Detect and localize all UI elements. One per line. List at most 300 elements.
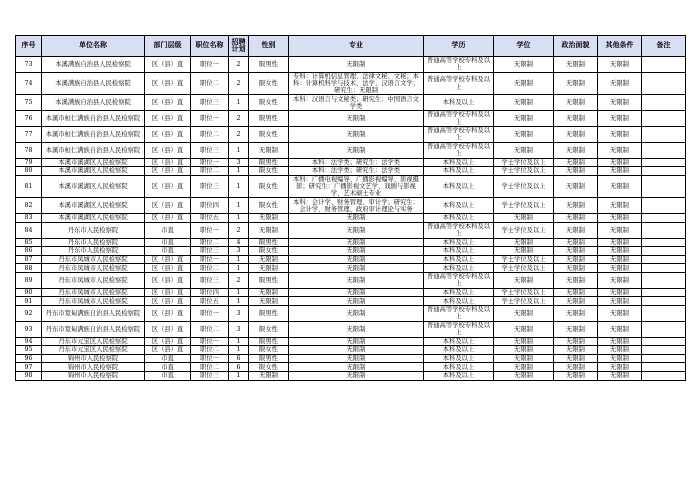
- cell-no: 89: [16, 272, 42, 288]
- cell-no: 79: [16, 158, 42, 167]
- cell-level: 市直: [145, 222, 191, 238]
- cell-unit: 丹东市人民检察院: [42, 247, 145, 256]
- cell-other: 无限制: [598, 238, 642, 247]
- header-unit: 单位名称: [42, 36, 145, 57]
- cell-degree: 无限制: [494, 247, 554, 256]
- cell-level: 市直: [145, 247, 191, 256]
- cell-level: 区（县）直: [145, 272, 191, 288]
- cell-politics: 无限制: [554, 57, 598, 73]
- cell-note: [642, 297, 686, 306]
- cell-position: 职位二: [191, 167, 229, 176]
- cell-major: 无限制: [289, 238, 424, 247]
- cell-position: 职位三: [191, 247, 229, 256]
- cell-note: [642, 337, 686, 346]
- cell-major: 专科：计算机信息管理、法律文秘、文秘；本科：计算机科学与技术、法学、汉语言文学；研究生：无限制: [289, 72, 424, 95]
- cell-major: 无限制: [289, 264, 424, 273]
- cell-gender: 无限制: [249, 214, 289, 223]
- cell-level: 区（县）直: [145, 142, 191, 158]
- cell-gender: 无限制: [249, 142, 289, 158]
- table-row: [16, 297, 686, 306]
- cell-education: 普通高等学校专科及以上: [424, 57, 494, 73]
- table-row: [16, 255, 686, 264]
- cell-politics: 无限制: [554, 321, 598, 337]
- cell-no: 95: [16, 346, 42, 355]
- table-row: [16, 337, 686, 346]
- cell-gender: 无限制: [249, 222, 289, 238]
- cell-level: 区（县）直: [145, 111, 191, 127]
- table-row: [16, 198, 686, 214]
- cell-gender: 限男性: [249, 305, 289, 321]
- cell-education: 普通高等学校专科及以上: [424, 127, 494, 143]
- cell-major: 无限制: [289, 354, 424, 363]
- cell-degree: 学士学位及以上: [494, 167, 554, 176]
- cell-education: 普通高等学校专科及以上: [424, 111, 494, 127]
- cell-politics: 无限制: [554, 288, 598, 297]
- cell-no: 73: [16, 57, 42, 73]
- cell-politics: 无限制: [554, 346, 598, 355]
- cell-degree: 学士学位及以上: [494, 158, 554, 167]
- cell-education: 本科及以上: [424, 297, 494, 306]
- cell-level: 区（县）直: [145, 346, 191, 355]
- header-education: 学历: [424, 36, 494, 57]
- cell-education: 本科及以上: [424, 198, 494, 214]
- cell-politics: 无限制: [554, 255, 598, 264]
- cell-major: 无限制: [289, 214, 424, 223]
- cell-plan: 1: [229, 95, 249, 111]
- cell-level: 区（县）直: [145, 305, 191, 321]
- cell-no: 94: [16, 337, 42, 346]
- cell-no: 80: [16, 167, 42, 176]
- cell-position: 职位一: [191, 57, 229, 73]
- cell-degree: 无限制: [494, 346, 554, 355]
- cell-level: 市直: [145, 354, 191, 363]
- cell-plan: 1: [229, 214, 249, 223]
- cell-position: 职位一: [191, 305, 229, 321]
- cell-plan: 1: [229, 167, 249, 176]
- cell-level: 区（县）直: [145, 214, 191, 223]
- cell-unit: 锦州市人民检察院: [42, 354, 145, 363]
- cell-major: 无限制: [289, 321, 424, 337]
- cell-other: 无限制: [598, 363, 642, 372]
- cell-degree: 无限制: [494, 214, 554, 223]
- cell-education: 本科及以上: [424, 288, 494, 297]
- cell-gender: 限男性: [249, 354, 289, 363]
- cell-level: 区（县）直: [145, 198, 191, 214]
- cell-gender: 限男性: [249, 238, 289, 247]
- cell-other: 无限制: [598, 305, 642, 321]
- cell-plan: 1: [229, 297, 249, 306]
- table-row: [16, 111, 686, 127]
- cell-level: 区（县）直: [145, 72, 191, 95]
- table-row: [16, 272, 686, 288]
- cell-unit: 本溪满族自治县人民检察院: [42, 57, 145, 73]
- cell-other: 无限制: [598, 272, 642, 288]
- cell-major: 本科：会计学、财务管理、审计学；研究生：会计学、财务管理、政府审计理论与实务: [289, 198, 424, 214]
- cell-plan: 1: [229, 288, 249, 297]
- cell-degree: 学士学位及以上: [494, 175, 554, 198]
- cell-position: 职位一: [191, 222, 229, 238]
- cell-level: 市直: [145, 238, 191, 247]
- cell-unit: 丹东市元宝区人民检察院: [42, 337, 145, 346]
- header-degree: 学位: [494, 36, 554, 57]
- cell-degree: 无限制: [494, 272, 554, 288]
- table-row: [16, 363, 686, 372]
- cell-position: 职位三: [191, 95, 229, 111]
- cell-unit: 丹东市宽甸满族自治县人民检察院: [42, 305, 145, 321]
- cell-major: 本科：法学类；研究生：法学类: [289, 158, 424, 167]
- table-row: [16, 127, 686, 143]
- table-row: [16, 288, 686, 297]
- cell-major: 无限制: [289, 127, 424, 143]
- cell-major: 无限制: [289, 111, 424, 127]
- cell-note: [642, 371, 686, 380]
- cell-education: 本科及以上: [424, 264, 494, 273]
- cell-education: 普通高等学校本科及以上: [424, 222, 494, 238]
- cell-level: 区（县）直: [145, 337, 191, 346]
- cell-note: [642, 142, 686, 158]
- cell-unit: 本溪市溪湖区人民检察院: [42, 158, 145, 167]
- cell-gender: 限男性: [249, 158, 289, 167]
- cell-other: 无限制: [598, 198, 642, 214]
- cell-politics: 无限制: [554, 72, 598, 95]
- cell-major: 无限制: [289, 297, 424, 306]
- cell-unit: 丹东市宽甸满族自治县人民检察院: [42, 321, 145, 337]
- cell-gender: 无限制: [249, 297, 289, 306]
- header-other: 其他条件: [598, 36, 642, 57]
- header-no: 序号: [16, 36, 42, 57]
- cell-politics: 无限制: [554, 371, 598, 380]
- table-row: [16, 214, 686, 223]
- cell-position: 职位二: [191, 238, 229, 247]
- cell-plan: 3: [229, 321, 249, 337]
- cell-level: 区（县）直: [145, 95, 191, 111]
- cell-note: [642, 346, 686, 355]
- table-row: [16, 264, 686, 273]
- table-row: [16, 72, 686, 95]
- cell-gender: 无限制: [249, 255, 289, 264]
- cell-other: 无限制: [598, 371, 642, 380]
- cell-major: 无限制: [289, 337, 424, 346]
- cell-gender: 无限制: [249, 371, 289, 380]
- cell-politics: 无限制: [554, 127, 598, 143]
- cell-note: [642, 264, 686, 273]
- cell-position: 职位一: [191, 337, 229, 346]
- cell-gender: 限男性: [249, 111, 289, 127]
- cell-note: [642, 158, 686, 167]
- cell-gender: 限女性: [249, 127, 289, 143]
- cell-major: 本科：法学类；研究生：法学类: [289, 167, 424, 176]
- cell-major: 无限制: [289, 371, 424, 380]
- cell-politics: 无限制: [554, 198, 598, 214]
- cell-position: 职位二: [191, 321, 229, 337]
- cell-unit: 锦州市人民检察院: [42, 371, 145, 380]
- cell-other: 无限制: [598, 167, 642, 176]
- cell-education: 本科及以上: [424, 95, 494, 111]
- cell-gender: 限女性: [249, 72, 289, 95]
- cell-plan: 2: [229, 272, 249, 288]
- cell-degree: 无限制: [494, 127, 554, 143]
- cell-plan: 6: [229, 363, 249, 372]
- cell-note: [642, 305, 686, 321]
- table-row: [16, 57, 686, 73]
- cell-gender: 限男性: [249, 57, 289, 73]
- cell-level: 区（县）直: [145, 264, 191, 273]
- cell-plan: 3: [229, 158, 249, 167]
- cell-major: 无限制: [289, 222, 424, 238]
- cell-plan: 1: [229, 175, 249, 198]
- cell-plan: 4: [229, 238, 249, 247]
- cell-note: [642, 272, 686, 288]
- cell-politics: 无限制: [554, 272, 598, 288]
- cell-politics: 无限制: [554, 264, 598, 273]
- cell-unit: 丹东市凤城市人民检察院: [42, 264, 145, 273]
- cell-politics: 无限制: [554, 142, 598, 158]
- cell-unit: 锦州市人民检察院: [42, 363, 145, 372]
- cell-note: [642, 214, 686, 223]
- cell-major: 本科：广播电视编导、广播影视编导、影视摄影；研究生：广播影视文艺学、戏剧与影视学、艺术硕士专业: [289, 175, 424, 198]
- cell-gender: 限女性: [249, 247, 289, 256]
- cell-no: 87: [16, 255, 42, 264]
- cell-plan: 2: [229, 72, 249, 95]
- header-position: 职位名称: [191, 36, 229, 57]
- cell-unit: 本溪市溪湖区人民检察院: [42, 214, 145, 223]
- cell-no: 78: [16, 142, 42, 158]
- cell-degree: 无限制: [494, 111, 554, 127]
- header-politics: 政治面貌: [554, 36, 598, 57]
- cell-other: 无限制: [598, 175, 642, 198]
- cell-position: 职位三: [191, 272, 229, 288]
- cell-unit: 本溪市溪湖区人民检察院: [42, 198, 145, 214]
- cell-politics: 无限制: [554, 214, 598, 223]
- cell-note: [642, 363, 686, 372]
- cell-major: 无限制: [289, 57, 424, 73]
- cell-education: 本科及以上: [424, 214, 494, 223]
- table-row: [16, 371, 686, 380]
- cell-level: 区（县）直: [145, 158, 191, 167]
- cell-degree: 学士学位及以上: [494, 198, 554, 214]
- table-row: [16, 175, 686, 198]
- cell-position: 职位一: [191, 158, 229, 167]
- cell-other: 无限制: [598, 222, 642, 238]
- cell-major: 无限制: [289, 272, 424, 288]
- cell-unit: 丹东市人民检察院: [42, 222, 145, 238]
- cell-politics: 无限制: [554, 247, 598, 256]
- cell-gender: 限女性: [249, 167, 289, 176]
- cell-politics: 无限制: [554, 337, 598, 346]
- cell-no: 92: [16, 305, 42, 321]
- cell-degree: 学士学位及以上: [494, 288, 554, 297]
- cell-no: 74: [16, 72, 42, 95]
- header-note: 备注: [642, 36, 686, 57]
- cell-note: [642, 167, 686, 176]
- cell-other: 无限制: [598, 297, 642, 306]
- cell-education: 本科及以上: [424, 238, 494, 247]
- cell-degree: 无限制: [494, 371, 554, 380]
- cell-education: 本科及以上: [424, 247, 494, 256]
- cell-gender: 限女性: [249, 363, 289, 372]
- cell-gender: 限男性: [249, 272, 289, 288]
- cell-gender: 限女性: [249, 175, 289, 198]
- cell-level: 区（县）直: [145, 288, 191, 297]
- cell-gender: 限女性: [249, 321, 289, 337]
- table-row: [16, 247, 686, 256]
- cell-degree: 无限制: [494, 354, 554, 363]
- cell-position: 职位三: [191, 142, 229, 158]
- cell-level: 市直: [145, 371, 191, 380]
- cell-plan: 1: [229, 142, 249, 158]
- cell-no: 93: [16, 321, 42, 337]
- cell-major: 无限制: [289, 142, 424, 158]
- cell-plan: 1: [229, 346, 249, 355]
- cell-degree: 学士学位及以上: [494, 297, 554, 306]
- cell-other: 无限制: [598, 346, 642, 355]
- table-body: [16, 57, 686, 381]
- header-plan: 招聘计划: [229, 36, 249, 57]
- cell-unit: 丹东市凤城市人民检察院: [42, 297, 145, 306]
- cell-plan: 2: [229, 127, 249, 143]
- cell-plan: 1: [229, 337, 249, 346]
- cell-level: 区（县）直: [145, 255, 191, 264]
- cell-plan: 1: [229, 255, 249, 264]
- cell-position: 职位一: [191, 255, 229, 264]
- cell-politics: 无限制: [554, 167, 598, 176]
- cell-other: 无限制: [598, 247, 642, 256]
- cell-degree: 无限制: [494, 57, 554, 73]
- cell-plan: 1: [229, 198, 249, 214]
- recruitment-table: [15, 35, 686, 381]
- cell-education: 本科及以上: [424, 158, 494, 167]
- cell-gender: 限女性: [249, 198, 289, 214]
- cell-unit: 丹东市凤城市人民检察院: [42, 272, 145, 288]
- cell-level: 区（县）直: [145, 167, 191, 176]
- cell-other: 无限制: [598, 72, 642, 95]
- cell-no: 97: [16, 363, 42, 372]
- cell-politics: 无限制: [554, 354, 598, 363]
- cell-plan: 2: [229, 222, 249, 238]
- cell-note: [642, 175, 686, 198]
- cell-no: 76: [16, 111, 42, 127]
- cell-no: 86: [16, 247, 42, 256]
- cell-note: [642, 255, 686, 264]
- cell-major: 无限制: [289, 346, 424, 355]
- header-major: 专业: [289, 36, 424, 57]
- table-row: [16, 321, 686, 337]
- cell-education: 本科及以上: [424, 167, 494, 176]
- cell-note: [642, 321, 686, 337]
- cell-degree: 无限制: [494, 363, 554, 372]
- cell-other: 无限制: [598, 57, 642, 73]
- cell-education: 普通高等学校专科及以上: [424, 142, 494, 158]
- cell-education: 本科及以上: [424, 175, 494, 198]
- cell-position: 职位二: [191, 264, 229, 273]
- cell-position: 职位一: [191, 354, 229, 363]
- cell-level: 区（县）直: [145, 175, 191, 198]
- cell-education: 普通高等学校专科及以上: [424, 305, 494, 321]
- cell-gender: 无限制: [249, 288, 289, 297]
- cell-note: [642, 238, 686, 247]
- cell-note: [642, 57, 686, 73]
- cell-unit: 本溪满族自治县人民检察院: [42, 95, 145, 111]
- cell-major: 无限制: [289, 305, 424, 321]
- cell-plan: 3: [229, 305, 249, 321]
- table-row: [16, 346, 686, 355]
- cell-position: 职位四: [191, 198, 229, 214]
- cell-education: 本科及以上: [424, 354, 494, 363]
- table-row: [16, 305, 686, 321]
- cell-no: 88: [16, 264, 42, 273]
- table-row: [16, 354, 686, 363]
- header-level: 部门层级: [145, 36, 191, 57]
- cell-degree: 学士学位及以上: [494, 264, 554, 273]
- cell-plan: 2: [229, 111, 249, 127]
- cell-degree: 学士学位及以上: [494, 222, 554, 238]
- cell-unit: 本溪市桓仁满族自治县人民检察院: [42, 111, 145, 127]
- cell-other: 无限制: [598, 158, 642, 167]
- cell-major: 无限制: [289, 247, 424, 256]
- cell-unit: 本溪市桓仁满族自治县人民检察院: [42, 127, 145, 143]
- cell-no: 85: [16, 238, 42, 247]
- cell-plan: 6: [229, 354, 249, 363]
- cell-position: 职位四: [191, 288, 229, 297]
- cell-politics: 无限制: [554, 95, 598, 111]
- table-row: [16, 222, 686, 238]
- table-row: [16, 158, 686, 167]
- cell-unit: 丹东市元宝区人民检察院: [42, 346, 145, 355]
- cell-other: 无限制: [598, 214, 642, 223]
- cell-level: 区（县）直: [145, 57, 191, 73]
- cell-note: [642, 127, 686, 143]
- cell-politics: 无限制: [554, 238, 598, 247]
- cell-education: 本科及以上: [424, 363, 494, 372]
- cell-degree: 无限制: [494, 305, 554, 321]
- cell-other: 无限制: [598, 337, 642, 346]
- cell-note: [642, 247, 686, 256]
- cell-education: 本科及以上: [424, 371, 494, 380]
- cell-level: 区（县）直: [145, 297, 191, 306]
- cell-no: 91: [16, 297, 42, 306]
- cell-unit: 丹东市人民检察院: [42, 238, 145, 247]
- cell-unit: 本溪满族自治县人民检察院: [42, 72, 145, 95]
- cell-unit: 本溪市桓仁满族自治县人民检察院: [42, 142, 145, 158]
- cell-education: 普通高等学校专科及以上: [424, 272, 494, 288]
- cell-other: 无限制: [598, 321, 642, 337]
- header-gender: 性别: [249, 36, 289, 57]
- cell-level: 区（县）直: [145, 321, 191, 337]
- cell-level: 区（县）直: [145, 127, 191, 143]
- cell-position: 职位二: [191, 346, 229, 355]
- cell-major: 无限制: [289, 288, 424, 297]
- cell-position: 职位三: [191, 175, 229, 198]
- cell-note: [642, 198, 686, 214]
- cell-degree: 无限制: [494, 321, 554, 337]
- table-row: [16, 238, 686, 247]
- cell-degree: 无限制: [494, 238, 554, 247]
- cell-politics: 无限制: [554, 175, 598, 198]
- cell-other: 无限制: [598, 111, 642, 127]
- cell-degree: 无限制: [494, 142, 554, 158]
- cell-gender: 无限制: [249, 264, 289, 273]
- cell-no: 96: [16, 354, 42, 363]
- cell-no: 75: [16, 95, 42, 111]
- cell-position: 职位二: [191, 72, 229, 95]
- table-row: [16, 142, 686, 158]
- cell-politics: 无限制: [554, 363, 598, 372]
- cell-unit: 丹东市凤城市人民检察院: [42, 288, 145, 297]
- cell-no: 81: [16, 175, 42, 198]
- cell-note: [642, 111, 686, 127]
- cell-major: 本科：汉语言与文秘类；研究生：中国语言文学类: [289, 95, 424, 111]
- cell-education: 普通高等学校专科及以上: [424, 321, 494, 337]
